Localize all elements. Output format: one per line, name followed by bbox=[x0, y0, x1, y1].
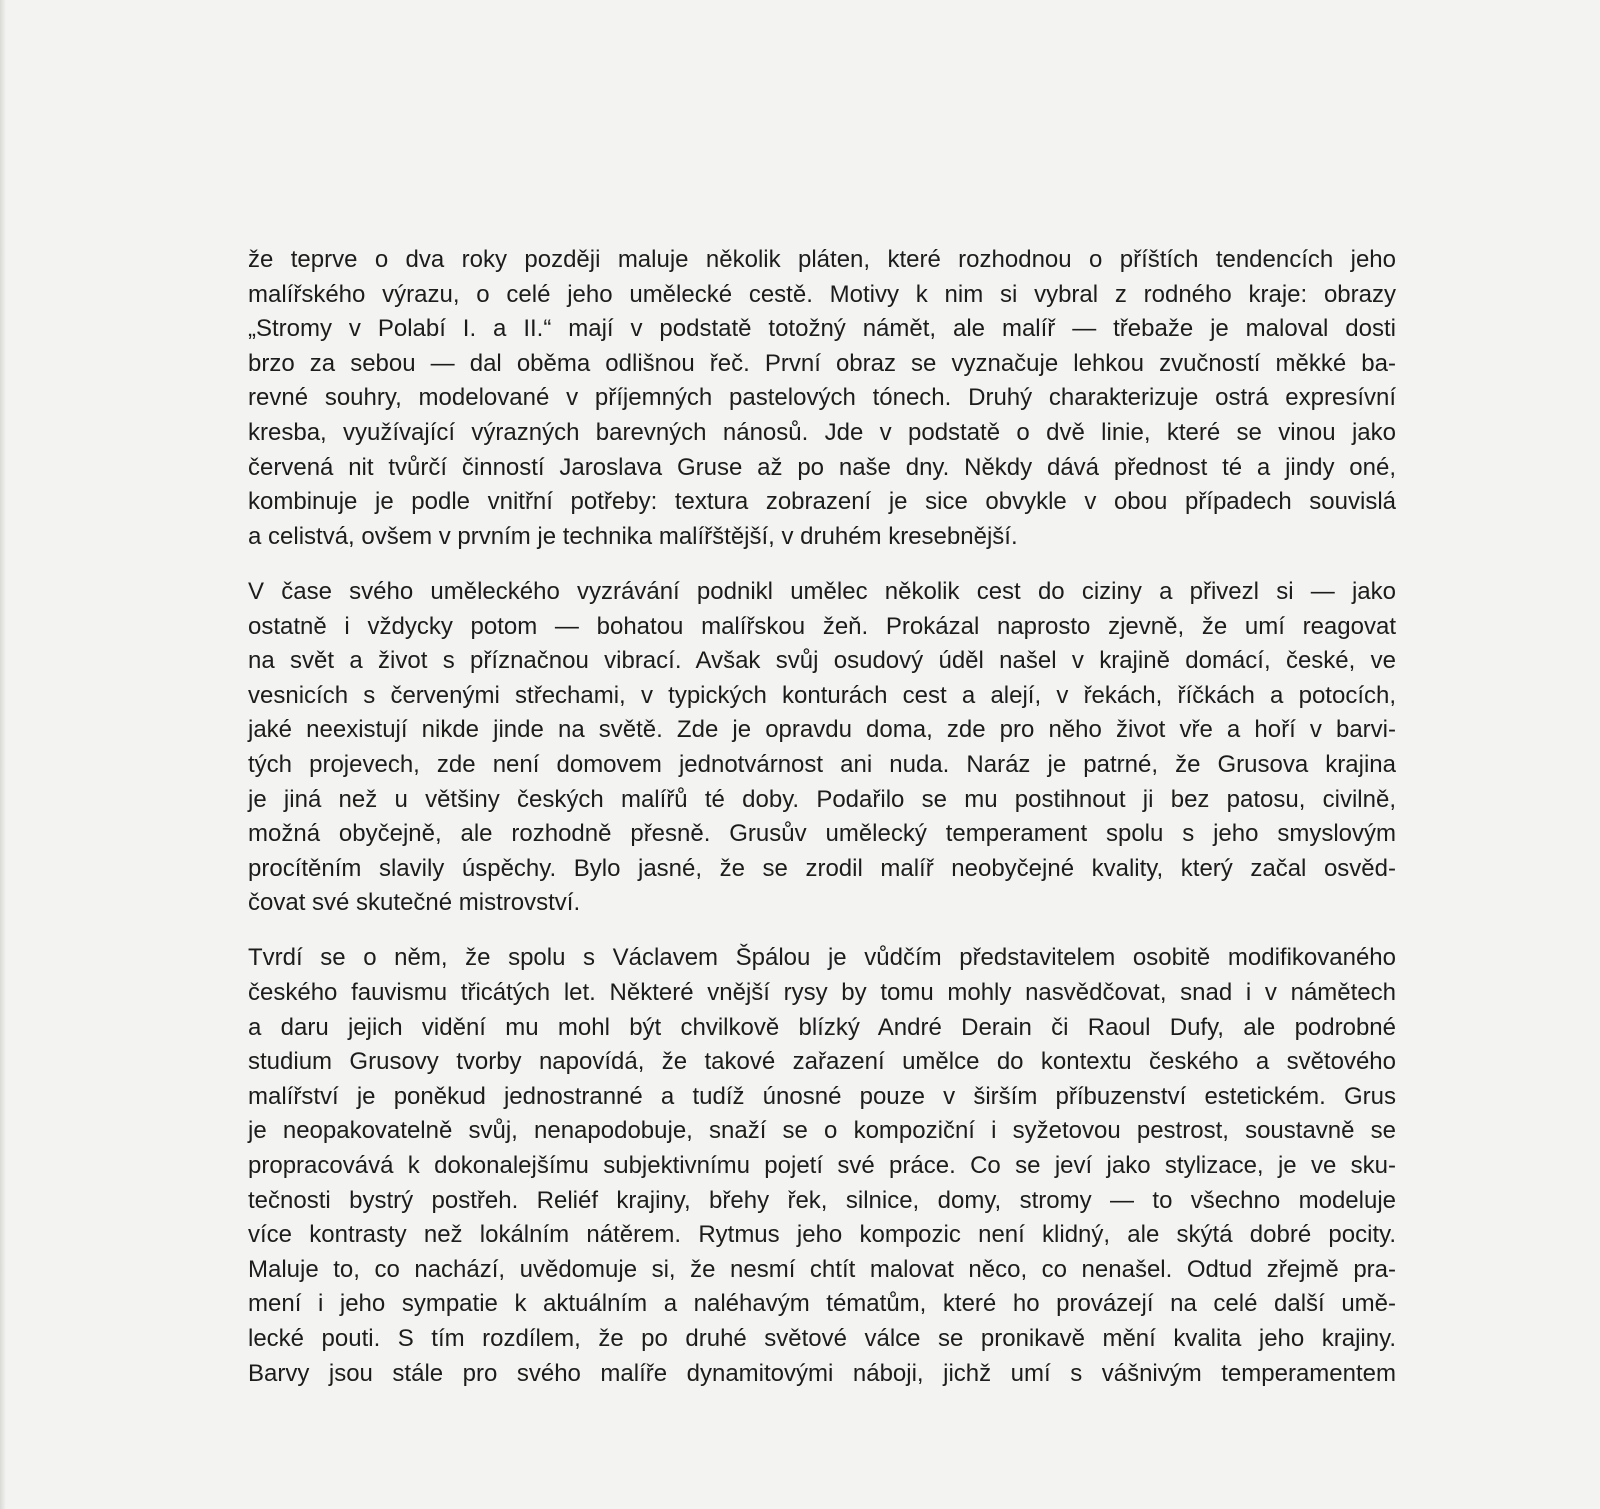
paragraph-3 bbox=[248, 941, 1396, 1391]
text-line: je neopakovatelně svůj, nenapodobuje, snaží se o kompoziční i syžetovou pestrost, soustavně se bbox=[248, 1117, 1396, 1145]
text-line: více kontrasty než lokálním nátěrem. Rytmus jeho kompozic není klidný, ale skýtá dobré pocity. bbox=[248, 1221, 1396, 1249]
text-line: červená nit tvůrčí činností Jaroslava Gruse až po naše dny. Někdy dává přednost té a jindy oné, bbox=[248, 453, 1396, 481]
text-line: kresba, využívající výrazných barevných nánosů. Jde v podstatě o dvě linie, které se vinou jako bbox=[248, 418, 1396, 446]
text-line: a daru jejich vidění mu mohl být chvilkově blízký André Derain či Raoul Dufy, ale podrobné bbox=[248, 1013, 1396, 1041]
text-line: čovat své skutečné mistrovství. bbox=[248, 889, 581, 917]
text-line: V čase svého uměleckého vyzrávání podnikl umělec několik cest do ciziny a přivezl si — jako bbox=[248, 577, 1396, 605]
text-line: lecké pouti. S tím rozdílem, že po druhé světové válce se pronikavě mění kvalita jeho krajiny. bbox=[248, 1325, 1396, 1352]
text-line: na svět a život s příznačnou vibrací. Avšak svůj osudový úděl našel v krajině domácí, české, ve bbox=[248, 647, 1396, 675]
text-line: a celistvá, ovšem v prvním je technika malířštější, v druhém kresebnější. bbox=[248, 522, 1018, 550]
text-line: ostatně i vždycky potom — bohatou malířskou žeň. Prokázal naprosto zjevně, že umí reagovat bbox=[248, 612, 1396, 640]
text-line: mení i jeho sympatie k aktuálním a naléhavým tématům, které ho provázejí na celé další umě- bbox=[248, 1290, 1396, 1318]
page-body-text bbox=[248, 243, 1396, 1412]
text-line: revné souhry, modelované v příjemných pastelových tónech. Druhý charakterizuje ostrá expresívní bbox=[248, 384, 1396, 412]
text-line: studium Grusovy tvorby napovídá, že takové zařazení umělce do kontextu českého a světového bbox=[248, 1048, 1396, 1076]
text-line: procítěním slavily úspěchy. Bylo jasné, že se zrodil malíř neobyčejné kvality, který začal osvěd- bbox=[248, 854, 1396, 882]
text-line: Barvy jsou stále pro svého malíře dynamitovými náboji, jichž umí s vášnivým temperamentem bbox=[248, 1359, 1396, 1387]
text-line: jaké neexistují nikde jinde na světě. Zde je opravdu doma, zde pro něho život vře a hoří v barvi- bbox=[248, 716, 1396, 744]
text-line: českého fauvismu třicátých let. Některé vnější rysy by tomu mohly nasvědčovat, snad i v námětech bbox=[248, 979, 1396, 1007]
paragraph-1 bbox=[248, 243, 1396, 554]
text-line: kombinuje je podle vnitřní potřeby: textura zobrazení je sice obvykle v obou případech souvislá bbox=[248, 488, 1396, 516]
text-line: „Stromy v Polabí I. a II.“ mají v podstatě totožný námět, ale malíř — třebaže je maloval dosti bbox=[248, 315, 1396, 343]
text-line: že teprve o dva roky později maluje několik pláten, které rozhodnou o příštích tendencích jeho bbox=[248, 246, 1396, 273]
text-line: brzo za sebou — dal oběma odlišnou řeč. První obraz se vyznačuje lehkou zvučností měkké ba- bbox=[248, 349, 1396, 377]
text-line: malířského výrazu, o celé jeho umělecké cestě. Motivy k nim si vybral z rodného kraje: obrazy bbox=[248, 280, 1396, 308]
text-line: malířství je poněkud jednostranné a tudíž únosné pouze v širším příbuzenství estetickém. Grus bbox=[248, 1082, 1396, 1110]
paragraph-2 bbox=[248, 575, 1396, 921]
text-line: je jiná než u většiny českých malířů té doby. Podařilo se mu postihnout ji bez patosu, civilně, bbox=[248, 785, 1396, 813]
text-line: Tvrdí se o něm, že spolu s Václavem Špálou je vůdčím představitelem osobitě modifikovaného bbox=[248, 944, 1396, 972]
text-line: propracovává k dokonalejšímu subjektivnímu pojetí své práce. Co se jeví jako stylizace, je ve sku- bbox=[248, 1152, 1396, 1180]
text-line: vesnicích s červenými střechami, v typických konturách cest a alejí, v řekách, říčkách a potocích, bbox=[248, 681, 1396, 709]
text-line: tých projevech, zde není domovem jednotvárnost ani nuda. Naráz je patrné, že Grusova krajina bbox=[248, 750, 1396, 778]
page-edge-shadow bbox=[0, 0, 6, 1509]
text-line: Maluje to, co nachází, uvědomuje si, že nesmí chtít malovat něco, co nenašel. Odtud zřejmě pra- bbox=[248, 1255, 1396, 1283]
text-line: možná obyčejně, ale rozhodně přesně. Grusův umělecký temperament spolu s jeho smyslovým bbox=[248, 820, 1396, 848]
text-line: tečnosti bystrý postřeh. Reliéf krajiny, břehy řek, silnice, domy, stromy — to všechno modeluje bbox=[248, 1186, 1396, 1214]
